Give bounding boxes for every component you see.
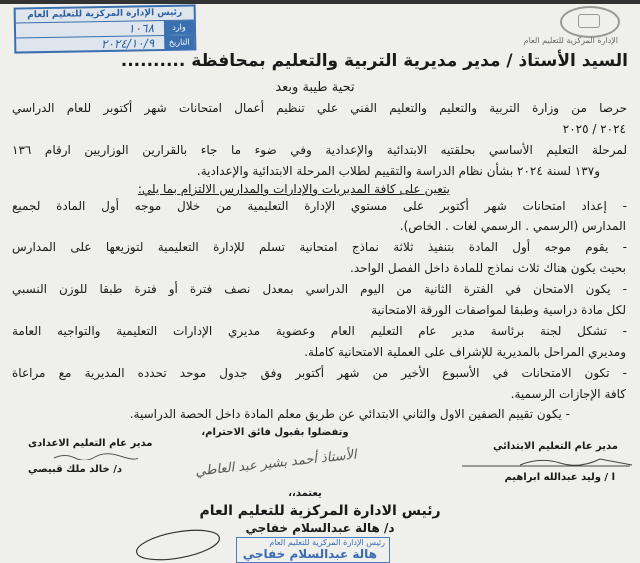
primary-title: مدير عام التعليم الابتدائي (492, 441, 618, 452)
intro-line: حرصا من وزارة التربية والتعليم والتعليم الفني علي تنظيم أعمال امتحانات شهر أكتوبر للعام الدراسي (12, 101, 627, 115)
stamp-number: ١٠٦٨ (128, 21, 155, 36)
addressee: السيد الأستاذ / مدير مديرية التربية والتعليم بمحافظة .......... (120, 51, 628, 71)
letterhead-org: الإدارة المركزية للتعليم العام (523, 36, 618, 45)
preparatory-name: د/ خالد ملك قبيصي (28, 464, 122, 475)
bullet-line: ومديري المراحل بالمديرية للإشراف على العملية الامتحانية كاملة. (304, 345, 626, 359)
instructions-heading: يتعين على كافة المديريات والإدارات والمدارس الالتزام بما يلي: (137, 182, 450, 196)
intro-line: لمرحلة التعليم الأساسي بحلقتيه الابتدائية والإعدادية وفي ضوء ما جاء بالقرارين الوزاريين ارقام ١٣٦ (12, 143, 627, 157)
preparatory-title: مدير عام التعليم الاعدادى (28, 438, 153, 449)
approval-name: د/ هالة عبدالسلام خفاجي (245, 521, 395, 535)
bullet-line: - يكون الامتحان في الفترة الثانية من اليوم الدراسي بمعدل نصف فترة أو فترة طبقا للوزن النسبي (12, 282, 627, 296)
bullet-line: - تكون الامتحانات في الأسبوع الأخير من شهر أكتوبر وفق جدول موحد تحدده المديرية مع مراعاة (12, 366, 627, 380)
stamp-date: ٢٠٢٤/١٠/٩ (100, 36, 155, 52)
bullet-line: - إعداد امتحانات شهر أكتوبر على مستوي الإدارة التعليمية من خلال موجه أول المادة لجميع (12, 199, 627, 213)
primary-name: ا / وليد عبدالله ابراهيم (504, 472, 615, 483)
approval-title: رئيس الادارة المركزية للتعليم العام (199, 503, 441, 519)
bullet-line: - يقوم موجه أول المادة بتنفيذ ثلاثة نماذج امتحانية تسلم للإدارة التعليمية لتوزيعها على المدارس (12, 240, 627, 254)
bullet-line: بحيث يكون هناك ثلاث نماذج للمادة داخل الفصل الواحد. (350, 261, 626, 275)
closing: وتفضلوا بقبول فائق الاحترام، (201, 427, 349, 438)
ministry-logo-icon (560, 6, 620, 38)
bullet-line: المدارس (الرسمي . الرسمي لغات . الخاص). (399, 219, 626, 233)
signature-scribble-icon (460, 456, 635, 468)
incoming-stamp (14, 4, 197, 53)
handwritten-note: الأستاذ أحمد بشير عبد العاطي (194, 447, 358, 480)
intro-line: و١٣٧ لسنة ٢٠٢٤ بشأن نظام الدراسة والتقييم لطلاب المرحلة الابتدائية والإعدادية. (196, 164, 600, 178)
bullet-line: - تشكل لجنة برئاسة مدير عام التعليم العام وعضوية مديري الإدارات التعليمية والتواجيه العامة (12, 324, 627, 338)
approval-label: يعتمد،، (288, 488, 322, 499)
greeting: تحية طيبة وبعد (275, 80, 355, 95)
stamp-line: هالة عبدالسلام خفاجي (242, 547, 377, 561)
signature-scribble-icon (50, 452, 140, 460)
stamp-date-label: التاريخ (164, 35, 194, 50)
stamp-header: رئيس الإدارة المركزية للتعليم العام (16, 6, 194, 23)
intro-line: ٢٠٢٤ / ٢٠٢٥ (562, 122, 626, 136)
bullet-line: لكل مادة دراسية وطبقا لمواصفات الورقة الامتحانية (371, 303, 626, 317)
approval-stamp (236, 537, 390, 563)
stamp-line: رئيس الإدارة المركزية للتعليم العام (269, 538, 385, 547)
photo-edge (0, 0, 640, 4)
bullet-line: كافة الإجازات الرسمية. (510, 387, 626, 401)
stamp-number-label: وارد (164, 20, 194, 35)
bullet-line: - يكون تقييم الصفين الاول والثاني الابتدائي عن طريق معلم المادة داخل الحصة الدراسية. (129, 407, 570, 421)
signature-oval-icon (130, 528, 230, 562)
